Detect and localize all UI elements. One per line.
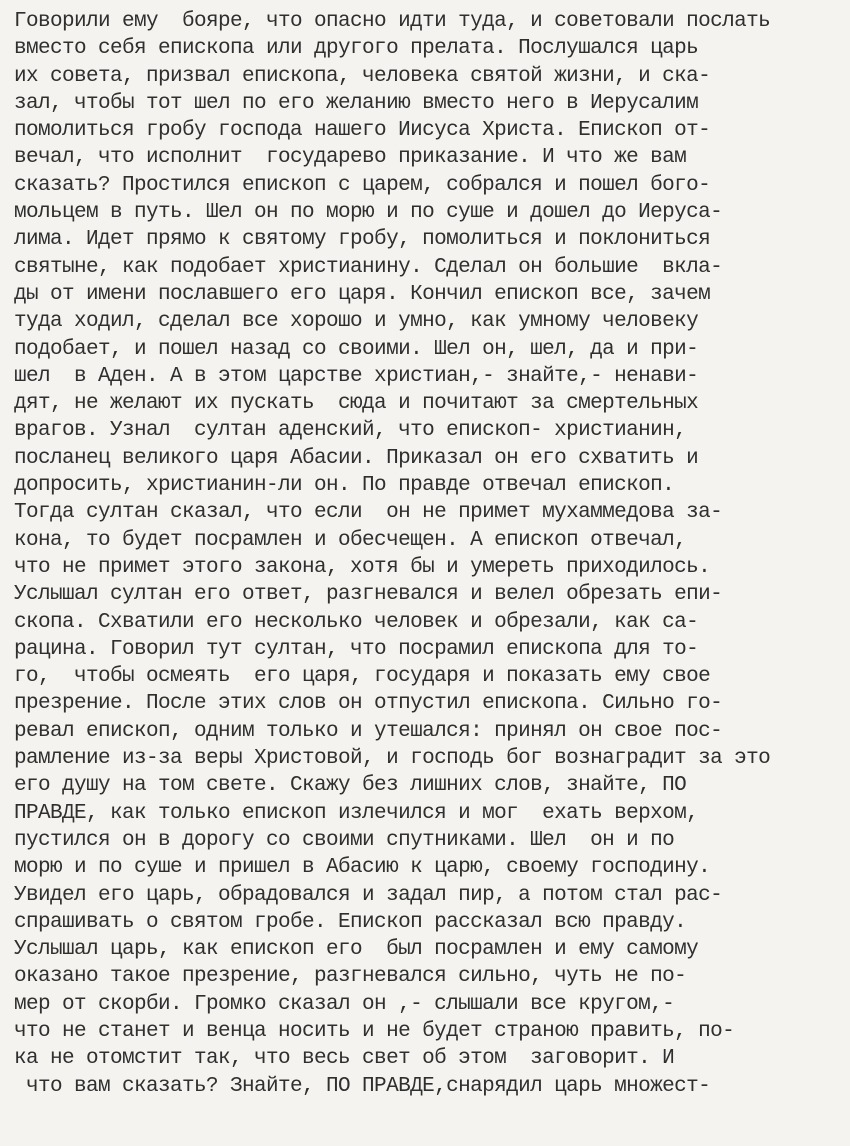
- text-line: ды от имени пославшего его царя. Кончил епископ все, зачем: [14, 282, 711, 306]
- text-line: святыне, как подобает христианину. Сделал он большие вкла-: [14, 255, 723, 279]
- text-line: ПРАВДЕ, как только епископ излечился и мог ехать верхом,: [14, 801, 699, 825]
- text-line: дят, не желают их пускать сюда и почитают за смертельных: [14, 392, 699, 416]
- text-line: морю и по суше и пришел в Абасию к царю, своему господину.: [14, 856, 711, 880]
- text-line: лима. Идет прямо к святому гробу, помолиться и поклониться: [14, 228, 711, 252]
- text-line: скопа. Схватили его несколько человек и обрезали, как са-: [14, 610, 699, 634]
- text-line: рамление из-за веры Христовой, и господь бог вознаградит за это: [14, 747, 771, 771]
- text-line: что не станет и венца носить и не будет страною править, по-: [14, 1019, 735, 1043]
- text-line: допросить, христианин-ли он. По правде отвечал епископ.: [14, 474, 675, 498]
- text-line: Услышал царь, как епископ его был посрамлен и ему самому: [14, 938, 699, 962]
- text-line: его душу на том свете. Скажу без лишних слов, знайте, ПО: [14, 774, 687, 798]
- text-line: помолиться гробу господа нашего Иисуса Христа. Епископ от-: [14, 119, 711, 143]
- text-line: ревал епископ, одним только и утешался: принял он свое пос-: [14, 719, 723, 743]
- text-line: туда ходил, сделал все хорошо и умно, как умному человеку: [14, 310, 699, 334]
- text-line: сказать? Простился епископ с царем, собрался и пошел бого-: [14, 173, 711, 197]
- text-line: кона, то будет посрамлен и обесчещен. А епископ отвечал,: [14, 528, 687, 552]
- text-line: что вам сказать? Знайте, ПО ПРАВДЕ,снарядил царь множест-: [14, 1074, 711, 1098]
- text-line: мольцем в путь. Шел он по морю и по суше и дошел до Иеруса-: [14, 201, 723, 225]
- text-line: Услышал султан его ответ, разгневался и велел обрезать епи-: [14, 583, 723, 607]
- text-line: пустился он в дорогу со своими спутниками. Шел он и по: [14, 828, 675, 852]
- text-line: ка не отомстит так, что весь свет об этом заговорит. И: [14, 1047, 675, 1071]
- document-text: [14, 8, 844, 1100]
- text-line: Тогда султан сказал, что если он не примет мухаммедова за-: [14, 501, 723, 525]
- text-line: шел в Аден. А в этом царстве христиан,- знайте,- ненави-: [14, 364, 699, 388]
- text-line: вечал, что исполнит государево приказание. И что же вам: [14, 146, 687, 170]
- text-line: что не примет этого закона, хотя бы и умереть приходилось.: [14, 555, 711, 579]
- text-line: спрашивать о святом гробе. Епископ рассказал всю правду.: [14, 910, 687, 934]
- text-line: презрение. После этих слов он отпустил епископа. Сильно го-: [14, 692, 723, 716]
- text-line: рацина. Говорил тут султан, что посрамил епископа для то-: [14, 637, 699, 661]
- text-line: Увидел его царь, обрадовался и задал пир, а потом стал рас-: [14, 883, 723, 907]
- text-line: подобает, и пошел назад со своими. Шел он, шел, да и при-: [14, 337, 699, 361]
- text-line: посланец великого царя Абасии. Приказал он его схватить и: [14, 446, 699, 470]
- text-line: мер от скорби. Громко сказал он ,- слышали все кругом,-: [14, 992, 675, 1016]
- text-line: вместо себя епископа или другого прелата. Послушался царь: [14, 37, 699, 61]
- text-line: го, чтобы осмеять его царя, государя и показать ему свое: [14, 665, 711, 689]
- text-line: оказано такое презрение, разгневался сильно, чуть не по-: [14, 965, 687, 989]
- text-line: Говорили ему бояре, что опасно идти туда, и советовали послать: [14, 10, 771, 33]
- text-line: их совета, призвал епископа, человека святой жизни, и ска-: [14, 64, 711, 88]
- text-line: зал, чтобы тот шел по его желанию вместо него в Иерусалим: [14, 91, 699, 115]
- text-line: врагов. Узнал султан аденский, что епископ- христианин,: [14, 419, 687, 443]
